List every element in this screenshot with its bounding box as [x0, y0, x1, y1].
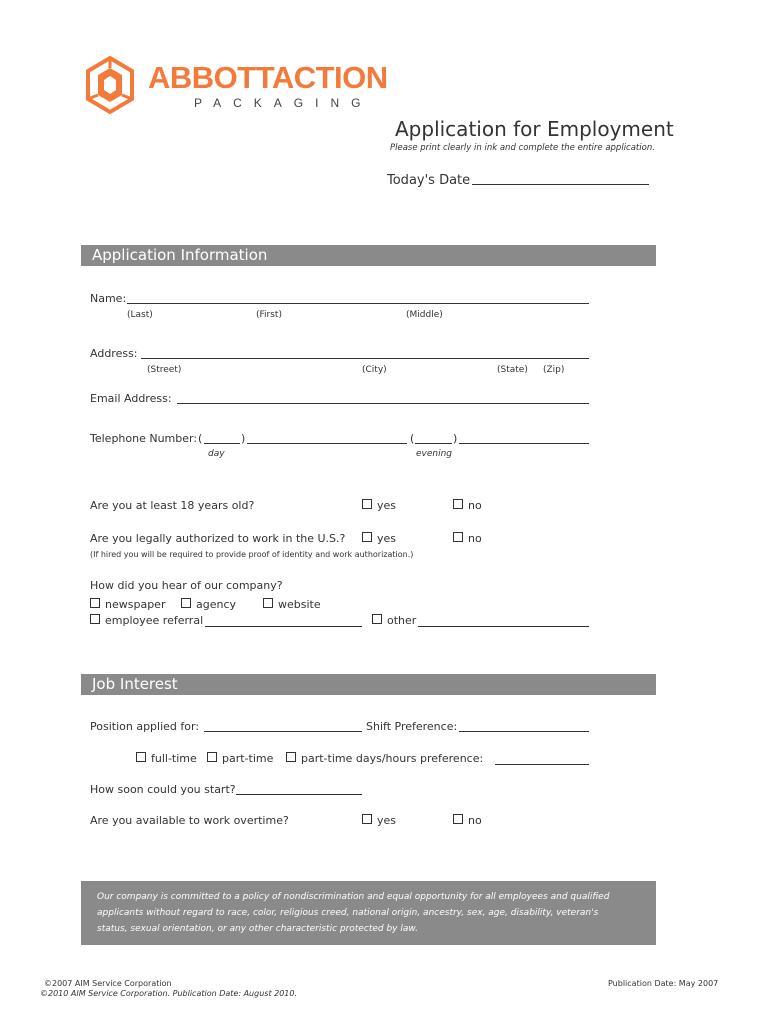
auth-note: (If hired you will be required to provide proof of identity and work authorization.)	[90, 550, 414, 559]
day-phone-field[interactable]	[247, 443, 407, 444]
checkbox-icon	[362, 499, 372, 509]
hear-agency-checkbox[interactable]: agency	[181, 598, 236, 611]
checkbox-icon	[362, 814, 372, 824]
checkbox-icon	[90, 614, 100, 624]
name-middle-label: (Middle)	[406, 310, 443, 320]
checkbox-icon	[453, 499, 463, 509]
checkbox-icon	[453, 814, 463, 824]
todays-date-label: Today's Date	[387, 173, 471, 188]
eeo-policy-box	[81, 881, 656, 945]
checkbox-icon	[453, 532, 463, 542]
hear-newspaper-checkbox[interactable]: newspaper	[90, 598, 165, 611]
full-time-checkbox[interactable]: full-time	[136, 752, 197, 765]
policy-line-3: status, sexual orientation, or any other characteristic protected by law.	[97, 924, 419, 934]
evening-phone-field[interactable]	[459, 443, 589, 444]
company-logo-icon	[84, 56, 136, 114]
hear-employee-referral-checkbox[interactable]: employee referral	[90, 614, 203, 627]
name-last-label: (Last)	[127, 310, 153, 320]
day-phone-paren-close: )	[241, 432, 246, 445]
address-label: Address:	[90, 347, 138, 360]
publication-date: Publication Date: May 2007	[608, 979, 719, 988]
copyright-2010: ©2010 AIM Service Corporation. Publication Date: August 2010.	[40, 989, 298, 998]
name-first-label: (First)	[256, 310, 282, 320]
other-source-field[interactable]	[418, 626, 589, 627]
todays-date-field[interactable]	[472, 184, 649, 185]
overtime-label: Are you available to work overtime?	[90, 814, 289, 827]
policy-line-2: applicants without regard to race, color, religious creed, national origin, ancestry, sex, age, disability, veteran's	[97, 908, 599, 918]
checkbox-icon	[136, 752, 146, 762]
overtime-yes-checkbox[interactable]: yes	[362, 814, 396, 827]
hear-other-checkbox[interactable]: other	[372, 614, 416, 627]
hear-question: How did you hear of our company?	[90, 579, 283, 592]
auth-yes-checkbox[interactable]: yes	[362, 532, 396, 545]
telephone-label: Telephone Number:	[90, 432, 198, 445]
brand-subtitle: PACKAGING	[194, 96, 373, 110]
employee-referral-field[interactable]	[205, 626, 362, 627]
page-title: Application for Employment	[395, 117, 674, 141]
checkbox-icon	[372, 614, 382, 624]
position-label: Position applied for:	[90, 720, 200, 733]
policy-line-1: Our company is committed to a policy of nondiscrimination and equal opportunity for all employees and qualified	[97, 892, 610, 902]
evening-area-code-field[interactable]	[415, 443, 452, 444]
checkbox-icon	[362, 532, 372, 542]
brand-name: ABBOTTACTION	[148, 60, 388, 95]
email-label: Email Address:	[90, 392, 172, 405]
name-field[interactable]	[127, 303, 589, 304]
section-header-application-info	[81, 245, 656, 266]
address-city-label: (City)	[362, 365, 387, 375]
start-field[interactable]	[236, 794, 362, 795]
shift-field[interactable]	[459, 731, 589, 732]
day-label: day	[208, 449, 225, 459]
email-field[interactable]	[177, 403, 589, 404]
checkbox-icon	[181, 598, 191, 608]
checkbox-icon	[263, 598, 273, 608]
auth-question: Are you legally authorized to work in the U.S.?	[90, 532, 346, 545]
evening-label: evening	[416, 449, 453, 459]
checkbox-icon	[286, 752, 296, 762]
auth-no-checkbox[interactable]: no	[453, 532, 482, 545]
checkbox-icon	[90, 598, 100, 608]
part-time-preference-checkbox[interactable]: part-time days/hours preference:	[286, 752, 483, 765]
address-street-label: (Street)	[147, 365, 182, 375]
part-time-preference-field[interactable]	[495, 764, 589, 765]
hear-website-checkbox[interactable]: website	[263, 598, 321, 611]
evening-phone-paren-open: (	[410, 432, 415, 445]
copyright-2007: ©2007 AIM Service Corporation	[44, 979, 172, 988]
age-no-checkbox[interactable]: no	[453, 499, 482, 512]
day-phone-paren-open: (	[198, 432, 203, 445]
section-header-job-interest	[81, 674, 656, 695]
section-title: Job Interest	[92, 675, 178, 693]
page-subtitle: Please print clearly in ink and complete the entire application.	[390, 143, 655, 153]
age-yes-checkbox[interactable]: yes	[362, 499, 396, 512]
day-area-code-field[interactable]	[204, 443, 240, 444]
overtime-no-checkbox[interactable]: no	[453, 814, 482, 827]
shift-label: Shift Preference:	[366, 720, 458, 733]
address-state-label: (State)	[497, 365, 528, 375]
position-field[interactable]	[204, 731, 362, 732]
part-time-checkbox[interactable]: part-time	[207, 752, 273, 765]
start-label: How soon could you start?	[90, 783, 236, 796]
address-field[interactable]	[141, 358, 589, 359]
age-question: Are you at least 18 years old?	[90, 499, 255, 512]
address-zip-label: (Zip)	[543, 365, 565, 375]
evening-phone-paren-close: )	[453, 432, 458, 445]
name-label: Name:	[90, 292, 127, 305]
checkbox-icon	[207, 752, 217, 762]
section-title: Application Information	[92, 246, 268, 264]
